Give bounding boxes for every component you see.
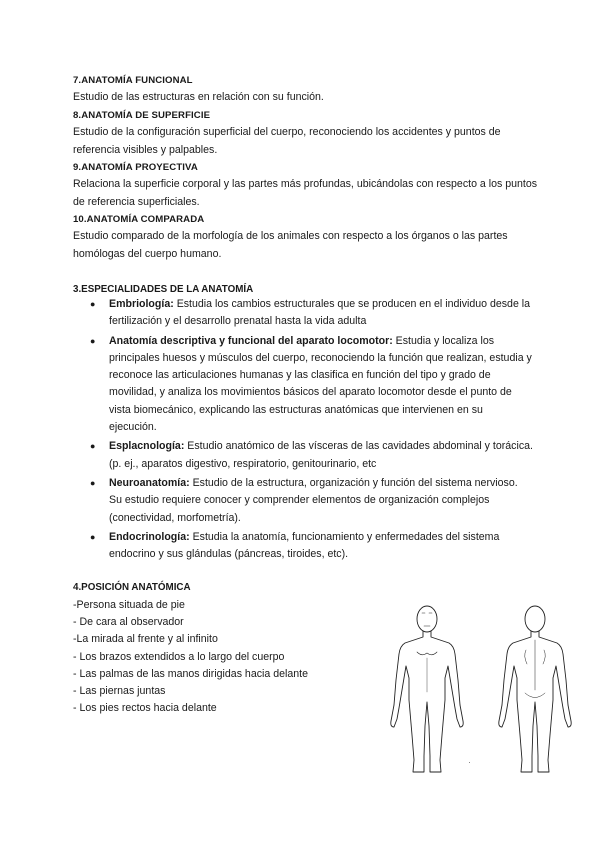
- bullet-icon: ●: [90, 441, 96, 452]
- term: Anatomía descriptiva y funcional del aparato locomotor:: [109, 334, 393, 347]
- list-item: -La mirada al frente y al infinito: [73, 633, 218, 646]
- bullet-icon: ●: [90, 531, 96, 542]
- list-item: - Las palmas de las manos dirigidas hacia delante: [73, 667, 308, 680]
- figure-caption-marks: [469, 762, 470, 763]
- list-item: [73, 529, 533, 564]
- bullet-icon: ●: [90, 299, 96, 309]
- specialties-list: [73, 296, 533, 565]
- item-text: Estudio de las estructuras en relación con su función.: [73, 91, 324, 104]
- list-item: [73, 333, 533, 437]
- list-item: [73, 438, 533, 473]
- definition: Estudio de la estructura, organización y función del sistema nervioso. Su estudio requiere conocer y comprender elementos de organización complejos (conectividad, morfometría).: [109, 476, 518, 524]
- definition: Estudia los cambios estructurales que se producen en el individuo desde la fertilización y el desarrollo prenatal hasta la vida adulta: [109, 298, 531, 328]
- item-text: Estudio de la configuración superficial del cuerpo, reconociendo los accidentes y puntos de referencia visibles y palpables.: [73, 126, 501, 156]
- definition: Estudio anatómico de las vísceras de las cavidades abdominal y torácica. (p. ej., aparatos digestivo, respiratorio, genitourinario, etc: [109, 440, 533, 470]
- item-text: Relaciona la superficie corporal y las partes más profundas, ubicándolas con respecto a los puntos de referencia superficiales.: [73, 178, 538, 208]
- section-heading-specialties: 3.ESPECIALIDADES DE LA ANATOMÍA: [73, 284, 254, 295]
- item-8: [73, 107, 538, 159]
- list-item: [73, 296, 533, 331]
- list-item: [73, 475, 533, 527]
- item-9: [73, 159, 538, 211]
- definition: Estudia la anatomía, funcionamiento y enfermedades del sistema endocrino y sus glándulas (páncreas, tiroides, etc).: [109, 530, 500, 561]
- list-item: - Los pies rectos hacia delante: [73, 702, 217, 715]
- term: Endocrinología:: [109, 530, 190, 543]
- term: Embriología:: [109, 298, 174, 310]
- list-item: -Persona situada de pie: [73, 599, 185, 611]
- item-7: [73, 72, 538, 107]
- item-heading: 7.ANATOMÍA FUNCIONAL: [73, 75, 193, 86]
- list-item: - Las piernas juntas: [73, 685, 166, 698]
- body-front-outline: [391, 606, 463, 772]
- list-item: - De cara al observador: [73, 616, 184, 629]
- item-heading: 8.ANATOMÍA DE SUPERFICIE: [73, 110, 211, 121]
- body-back-outline: [499, 606, 571, 772]
- bullet-icon: ●: [90, 335, 96, 346]
- position-list: [73, 597, 308, 717]
- definition: Estudia y localiza los principales huesos y músculos del cuerpo, reconociendo la función que realizan, estudia y reconoce las articulaciones humanas y las clasifica en función del tipo y grado de movilidad, y analiza los movimientos básicos del aparato locomotor desde el punto de vista biomecánico, explicando las estructuras anatómicas que intervienen en su ejecución.: [109, 334, 532, 434]
- item-text: Estudio comparado de la morfología de los animales con respecto a los órganos o las partes homólogas del cuerpo humano.: [73, 230, 508, 260]
- term: Esplacnología:: [109, 440, 185, 453]
- anatomical-position-figure: [365, 580, 593, 776]
- list-item: - Los brazos extendidos a lo largo del cuerpo: [73, 650, 285, 663]
- item-heading: 9.ANATOMÍA PROYECTIVA: [73, 162, 198, 173]
- bullet-icon: ●: [90, 477, 96, 488]
- item-heading: 10.ANATOMÍA COMPARADA: [73, 214, 205, 225]
- item-10: [73, 211, 538, 263]
- term: Neuroanatomía:: [109, 476, 190, 489]
- section-heading-position: 4.POSICIÓN ANATÓMICA: [73, 582, 191, 593]
